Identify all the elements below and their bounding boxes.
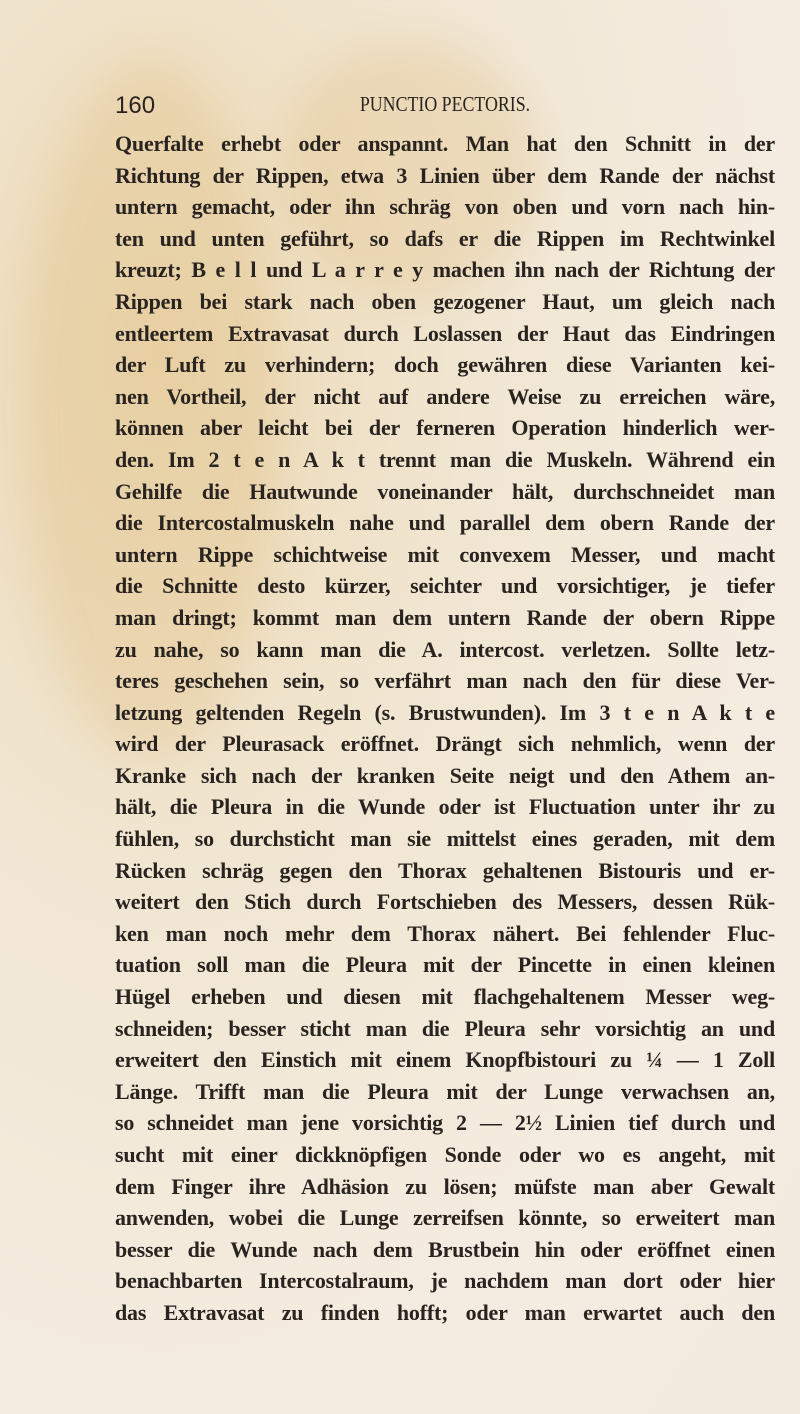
text-line	[115, 444, 775, 476]
text-line-content: zu nahe, so kann man die A. intercost. verletzen. Sollte letz-	[115, 636, 775, 662]
text-line-content: hält, die Pleura in die Wunde oder ist Fluctuation unter ihr zu	[115, 794, 775, 820]
text-line-content: Querfalte erhebt oder anspannt. Man hat den Schnitt in der	[115, 131, 775, 156]
text-line	[115, 665, 775, 697]
running-title: PUNCTIO PECTORIS.	[359, 92, 531, 116]
text-line-content: Rippen bei stark nach oben gezogener Haut, um gleich nach	[115, 288, 775, 314]
text-line	[115, 760, 775, 792]
text-line	[115, 381, 775, 413]
text-line	[115, 412, 775, 444]
text-line	[115, 981, 775, 1013]
body-text	[115, 128, 775, 1329]
text-line	[115, 191, 775, 223]
text-line-content: Hügel erheben und diesen mit flachgehaltenem Messer weg-	[115, 984, 775, 1010]
text-line	[115, 128, 775, 160]
text-line	[115, 886, 775, 918]
page-header	[115, 92, 775, 122]
text-line-content: untern Rippe schichtweise mit convexem Messer, und macht	[115, 541, 775, 567]
text-line-content: entleertem Extravasat durch Loslassen der Haut das Eindringen	[115, 320, 775, 346]
text-line-content: ten und unten geführt, so dafs er die Rippen im Rechtwinkel	[115, 225, 775, 251]
text-line-content: schneiden; besser sticht man die Pleura sehr vorsichtig an und	[115, 1015, 775, 1041]
text-line-content: letzung geltenden Regeln (s. Brustwunden). Im 3 t e n A k t e	[115, 699, 775, 725]
text-line	[115, 1013, 775, 1045]
text-line-content: den. Im 2 t e n A k t trennt man die Muskeln. Während ein	[115, 446, 775, 472]
text-line-content: Kranke sich nach der kranken Seite neigt und den Athem an-	[115, 762, 775, 788]
text-line	[115, 1265, 775, 1297]
text-line-content: können aber leicht bei der ferneren Operation hinderlich wer-	[115, 415, 775, 441]
text-line-content: untern gemacht, oder ihn schräg von oben und vorn nach hin-	[115, 194, 775, 220]
text-line	[115, 949, 775, 981]
text-line	[115, 918, 775, 950]
text-line	[115, 1202, 775, 1234]
text-line	[115, 1107, 775, 1139]
text-line	[115, 539, 775, 571]
text-line	[115, 823, 775, 855]
text-line-content: nen Vortheil, der nicht auf andere Weise zu erreichen wäre,	[115, 383, 775, 409]
text-line	[115, 507, 775, 539]
text-line	[115, 1076, 775, 1108]
text-line	[115, 791, 775, 823]
text-line	[115, 697, 775, 729]
text-line	[115, 476, 775, 508]
text-line-content: teres geschehen sein, so verfährt man nach den für diese Ver-	[115, 668, 775, 694]
text-line	[115, 1139, 775, 1171]
text-line-content: kreuzt; B e l l und L a r r e y machen ihn nach der Richtung der	[115, 257, 775, 283]
text-line-content: tuation soll man die Pleura mit der Pincette in einen kleinen	[115, 952, 775, 978]
text-line	[115, 223, 775, 255]
text-line-content: der Luft zu verhindern; doch gewähren diese Varianten kei-	[115, 352, 775, 378]
text-line-content: erweitert den Einstich mit einem Knopfbistouri zu ¼ — 1 Zoll	[115, 1047, 775, 1073]
page-number: 160	[115, 92, 156, 119]
text-line	[115, 254, 775, 286]
text-line-content: die Intercostalmuskeln nahe und parallel dem obern Rande der	[115, 510, 775, 536]
text-line-content: wird der Pleurasack eröffnet. Drängt sich nehmlich, wenn der	[115, 731, 775, 757]
text-line	[115, 1044, 775, 1076]
text-line-content: die Schnitte desto kürzer, seichter und vorsichtiger, je tiefer	[115, 573, 775, 599]
text-line-content: ken man noch mehr dem Thorax nähert. Bei fehlender Fluc-	[115, 920, 775, 946]
text-line	[115, 160, 775, 192]
text-line-content: das Extravasat zu finden hofft; oder man erwartet auch den	[115, 1299, 775, 1325]
text-line-content: man dringt; kommt man dem untern Rande der obern Rippe	[115, 604, 775, 630]
text-line	[115, 318, 775, 350]
text-line	[115, 855, 775, 887]
text-line-content: Richtung der Rippen, etwa 3 Linien über dem Rande der nächst	[115, 162, 775, 188]
text-line-content: sucht mit einer dickknöpfigen Sonde oder wo es angeht, mit	[115, 1142, 775, 1167]
text-line-content: fühlen, so durchsticht man sie mittelst eines geraden, mit dem	[115, 826, 775, 852]
text-line	[115, 602, 775, 634]
text-line	[115, 1297, 775, 1329]
text-line	[115, 349, 775, 381]
text-line-content: benachbarten Intercostalraum, je nachdem man dort oder hier	[115, 1268, 775, 1294]
text-line-content: Rücken schräg gegen den Thorax gehaltenen Bistouris und er-	[115, 857, 775, 883]
text-line	[115, 570, 775, 602]
text-line-content: weitert den Stich durch Fortschieben des Messers, dessen Rük-	[115, 889, 775, 915]
text-line-content: so schneidet man jene vorsichtig 2 — 2½ Linien tief durch und	[115, 1110, 775, 1136]
text-line-content: Gehilfe die Hautwunde voneinander hält, durchschneidet man	[115, 478, 775, 504]
text-line	[115, 728, 775, 760]
text-line	[115, 1234, 775, 1266]
text-line	[115, 1171, 775, 1203]
text-line-content: anwenden, wobei die Lunge zerreifsen könnte, so erweitert man	[115, 1205, 775, 1231]
text-line-content: Länge. Trifft man die Pleura mit der Lunge verwachsen an,	[115, 1078, 775, 1104]
text-line	[115, 286, 775, 318]
text-line-content: besser die Wunde nach dem Brustbein hin oder eröffnet einen	[115, 1236, 775, 1262]
text-line-content: dem Finger ihre Adhäsion zu lösen; müfste man aber Gewalt	[115, 1173, 775, 1199]
text-line	[115, 634, 775, 666]
